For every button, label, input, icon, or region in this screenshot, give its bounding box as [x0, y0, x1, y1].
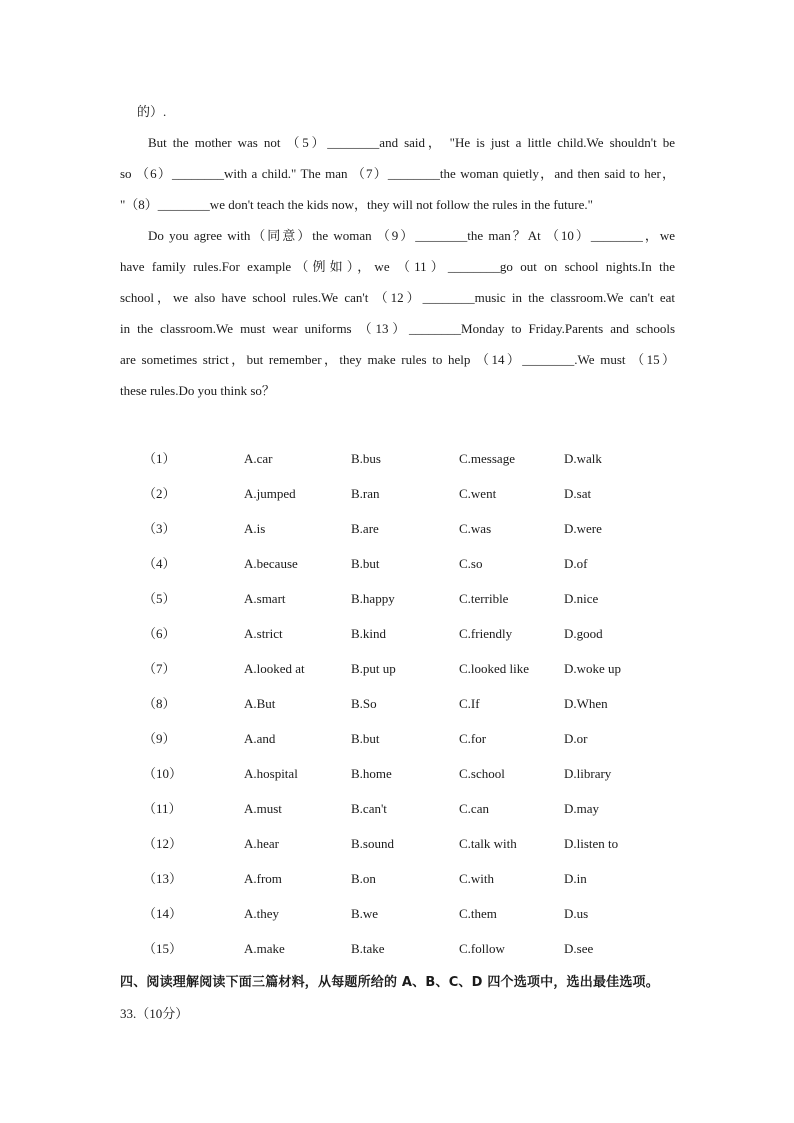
option-row: [0, 896, 794, 931]
passage-line: school，we also have school rules.We can't （12）________music in the classroom.We can't eat: [120, 290, 675, 305]
option-d: D.listen to: [564, 836, 619, 851]
option-b: B.are: [351, 521, 379, 536]
option-b: B.we: [351, 906, 379, 921]
option-b: B.kind: [351, 626, 387, 641]
option-row: [0, 441, 794, 476]
option-b: B.but: [351, 731, 380, 746]
option-b: B.can't: [351, 801, 387, 816]
option-row: [0, 651, 794, 686]
option-b: B.home: [351, 766, 392, 781]
option-a: A.But: [244, 696, 276, 711]
option-d: D.nice: [564, 591, 599, 606]
option-d: D.were: [564, 521, 602, 536]
option-b: B.on: [351, 871, 376, 886]
option-row: [0, 791, 794, 826]
option-d: D.in: [564, 871, 587, 886]
option-c: C.was: [459, 521, 492, 536]
option-a: A.they: [244, 906, 280, 921]
question-number: （7）: [143, 661, 176, 676]
option-row: [0, 861, 794, 896]
option-b: B.sound: [351, 836, 394, 851]
option-c: C.message: [459, 451, 515, 466]
option-d: D.may: [564, 801, 600, 816]
question-number: （2）: [143, 486, 176, 501]
option-d: D.When: [564, 696, 608, 711]
option-d: D.walk: [564, 451, 602, 466]
option-a: A.jumped: [244, 486, 296, 501]
option-row: [0, 476, 794, 511]
option-b: B.take: [351, 941, 385, 956]
option-row: [0, 931, 794, 966]
option-row: [0, 581, 794, 616]
option-a: A.is: [244, 521, 266, 536]
passage-line: But the mother was not （5）________and said， "He is just a little child.We shouldn't be: [148, 135, 675, 150]
option-a: A.car: [244, 451, 273, 466]
option-a: A.smart: [244, 591, 286, 606]
option-b: B.ran: [351, 486, 380, 501]
option-c: C.can: [459, 801, 489, 816]
passage-line: so （6）________with a child." The man （7）________the woman quietly，and then said to her，: [120, 166, 675, 181]
option-row: [0, 721, 794, 756]
option-a: A.from: [244, 871, 282, 886]
option-a: A.make: [244, 941, 285, 956]
option-row: [0, 511, 794, 546]
option-b: B.put up: [351, 661, 396, 676]
question-number: （4）: [143, 556, 176, 571]
passage-paragraph-2: [120, 220, 675, 406]
option-a: A.strict: [244, 626, 283, 641]
option-a: A.because: [244, 556, 298, 571]
option-d: D.or: [564, 731, 588, 746]
option-row: [0, 756, 794, 791]
question-number: （10）: [143, 766, 183, 781]
option-a: A.hospital: [244, 766, 298, 781]
option-c: C.them: [459, 906, 497, 921]
question-number: （6）: [143, 626, 176, 641]
option-c: C.for: [459, 731, 487, 746]
option-b: B.but: [351, 556, 380, 571]
option-c: C.with: [459, 871, 495, 886]
option-a: A.looked at: [244, 661, 305, 676]
option-c: C.went: [459, 486, 497, 501]
passage-line: are sometimes strict，but remember，they make rules to help （14）________.We must （15）: [120, 352, 675, 367]
question-number: （15）: [143, 941, 183, 956]
option-d: D.library: [564, 766, 612, 781]
option-d: D.us: [564, 906, 589, 921]
question-number: （14）: [143, 906, 183, 921]
question-number: （9）: [143, 731, 176, 746]
question-number: （11）: [143, 801, 182, 816]
question-number: （1）: [143, 451, 176, 466]
passage-paragraph-1: [120, 127, 675, 220]
option-b: B.So: [351, 696, 377, 711]
question-number: （13）: [143, 871, 183, 886]
question-number: （12）: [143, 836, 183, 851]
passage-line: these rules.Do you think so？: [120, 383, 275, 398]
question-number: （8）: [143, 696, 176, 711]
option-c: C.friendly: [459, 626, 513, 641]
passage-line: have family rules.For example（例如），we （11）________go out on school nights.In the: [120, 259, 675, 274]
option-row: [0, 546, 794, 581]
passage-line: in the classroom.We must wear uniforms （13）________Monday to Friday.Parents and schools: [120, 321, 675, 336]
option-row: [0, 686, 794, 721]
option-d: D.sat: [564, 486, 592, 501]
option-b: B.happy: [351, 591, 395, 606]
passage-line: Do you agree with（同意）the woman （9）________the man？At （10）________，we: [148, 228, 675, 243]
option-c: C.terrible: [459, 591, 509, 606]
passage-line: "（8）________we don't teach the kids now，they will not follow the rules in the future.": [120, 197, 593, 212]
option-c: C.so: [459, 556, 483, 571]
option-d: D.good: [564, 626, 603, 641]
option-b: B.bus: [351, 451, 381, 466]
option-d: D.woke up: [564, 661, 622, 676]
option-d: D.of: [564, 556, 588, 571]
option-d: D.see: [564, 941, 594, 956]
option-row: [0, 616, 794, 651]
option-a: A.must: [244, 801, 282, 816]
option-c: C.If: [459, 696, 480, 711]
option-c: C.looked like: [459, 661, 530, 676]
option-c: C.talk with: [459, 836, 517, 851]
question-number: （3）: [143, 521, 176, 536]
question-number-heading: 33.（10分）: [120, 1006, 189, 1021]
option-a: A.hear: [244, 836, 280, 851]
option-a: A.and: [244, 731, 276, 746]
section-heading: 四、阅读理解阅读下面三篇材料，从每题所给的 A、B、C、D 四个选项中，选出最佳选项。: [120, 975, 659, 990]
option-row: [0, 826, 794, 861]
option-c: C.school: [459, 766, 505, 781]
question-number: （5）: [143, 591, 176, 606]
passage-fragment: 的）.: [137, 104, 167, 119]
option-c: C.follow: [459, 941, 505, 956]
